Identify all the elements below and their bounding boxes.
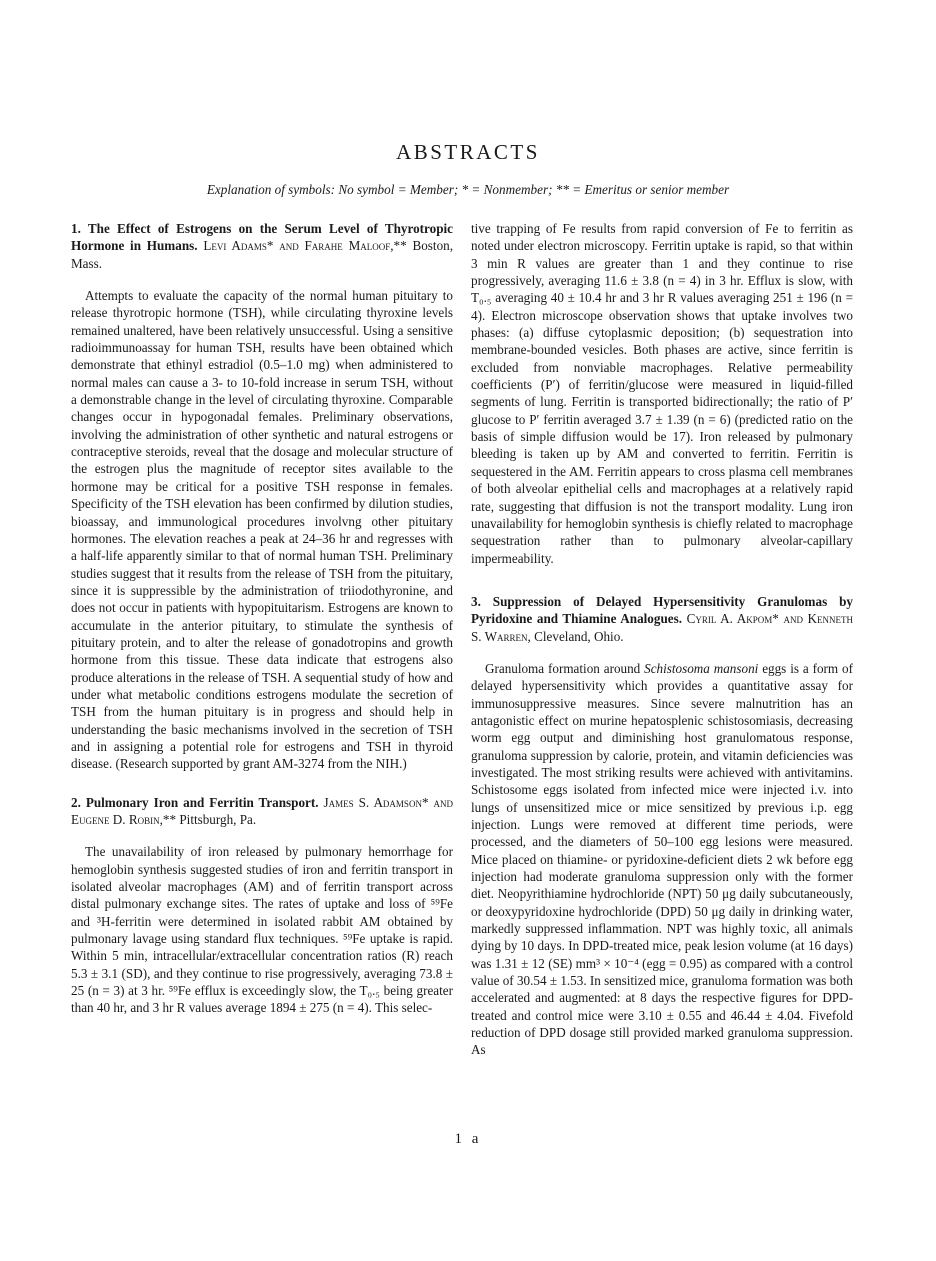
abstract-3-place: Cleveland, Ohio. bbox=[534, 628, 624, 644]
abstract-2-body-continued: tive trapping of Fe results from rapid conversion of Fe to ferritin as noted under electron microscopy. Ferritin uptake is rapid, so that within 3 min R values are greater than 1 and they continue to rise progressively, averaging 11.6 ± 3.8 (n = 4) in 3 hr. Efflux is slow, with T₀.₅ averaging 40 ± 10.4 hr and 3 hr R values averaging 251 ± 196 (n = 4). Electron microscope observation shows that uptake involves two phases: (a) diffuse cytoplasmic deposition; (b) sequestration into membrane-bounded vesicles. Both phases are active, since ferritin is excluded from nonviable macrophages. Relative permeability coefficients (P′) of ferritin/glucose were measured in liquid-filled segments of lung. Ferritin is transported bidirectionally; the ratio of P′ glucose to P′ ferritin averaged 3.7 ± 1.39 (n = 6) (predicted ratio on the basis of simple diffusion would be 17). Iron released by pulmonary bleeding is taken up by AM and converted to ferritin. Ferritin is sequestered in the AM. Ferritin appears to cross plasma cell membranes of both alveolar epithelial cells and macrophages at a relatively rapid rate, suggesting that diffusion is not the transport modality. Lung iron unavailability for hemoglobin synthesis is chiefly related to macrophage sequestration rather than to pulmonary alveolar-capillary impermeability. bbox=[471, 221, 853, 566]
left-column bbox=[71, 220, 453, 1017]
right-column bbox=[471, 220, 853, 1059]
abstract-1-authors: Levi Adams* and Farahe Maloof,** bbox=[203, 238, 407, 254]
abstract-3-heading bbox=[471, 593, 853, 645]
abstract-2-title: 2. Pulmonary Iron and Ferritin Transport. bbox=[71, 794, 319, 810]
abstract-1-heading bbox=[71, 220, 453, 272]
abstract-3-body bbox=[471, 660, 853, 1059]
abstract-3-body-rest: eggs is a form of delayed hypersensitivity which provides a quantitative assay for immunosuppressive measures. Since severe malnutrition has an antagonistic effect on murine hepatosplenic schistosomiasis, decreasing worm egg output and diminishing host granulomatous response, granuloma suppression by calorie, protein, and vitamin deficiencies was investigated. The most striking results were achieved with antivitamins. Schistosome eggs isolated from infected mice were injected i.v. into lungs of unsensitized mice or mice sensitized by previous i.p. egg injection. Lungs were removed at different time periods, were processed, and the diameters of 50–100 egg lesions were measured. Mice placed on thiamine- or pyridoxine-deficient diets 2 wk before egg injection had moderate granuloma suppression only with the former diet. Neopyrithiamine hydrochloride (NPT) 50 μg daily subcutaneously, or deoxypyridoxine hydrochloride (DPD) 50 μg daily in drinking water, markedly suppressed inflammation. NPT was highly toxic, all animals dying by 10 days. In DPD-treated mice, peak lesion volume (at 16 days) was 1.31 ± 12 (SE) mm³ × 10⁻⁴ (egg = 0.95) as compared with a control value of 30.54 ± 1.53. In sensitized mice, granuloma formation was both accelerated and augmented: at 8 days the respective figures for DPD-treated and control mice were 3.10 ± 0.55 and 46.44 ± 4.04. Fivefold reduction of DPD dosage still provided marked granuloma suppression. As bbox=[471, 660, 853, 1058]
abstract-1-title: 1. The Effect of Estrogens on the Serum Level of Thyrotropic Hormone in Humans. bbox=[71, 221, 453, 254]
abstract-2-heading bbox=[71, 794, 453, 829]
abstract-1-body: Attempts to evaluate the capacity of the normal human pituitary to release thyrotropic hormone (TSH), while circulating thyroxine levels remained unaltered, have been relatively unsuccessful. Using a sensitive radioimmunoassay for human TSH, results have been obtained which demonstrate that ethinyl estradiol (0.5–1.0 mg) when administered to normal males can cause a 3- to 10-fold increase in serum TSH, without a demonstrable change in the level of circulating thyroxine. Comparable changes occur in hypogonadal females. Preliminary observations, involving the administration of other synthetic and natural estrogens or contraceptive steroids, reveal that the dosage and molecular structure of the estrogen plus the magnitude of receptor sites available to the hormone may be critical for a positive TSH response in females. Specificity of the TSH elevation has been confirmed by dilution studies, bioassay, and immunological procedures involvng other pituitary hormones. The elevation reaches a peak at 24–36 hr and regresses with a half-life apparently similar to that of normal human TSH. Preliminary studies suggest that it results from the release of TSH from the pituitary, since it is suppressible by the administration of triiodothyronine, and does not occur in patients with hypopituitarism. Estrogens are known to accumulate in the anterior pituitary, to stimulate the synthesis of pituitary protein, and to alter the release of gonadotropins and growth hormone from this tissue. These data indicate that estrogens also produce alterations in the release of TSH. A sequential study of how and under what metabolic conditions estrogens modulate the secretion of TSH from the human pituitary is in progress and should help in understanding the basic mechanisms involved in the secretion of TSH and in assigning a potential role for estrogens and TSH in thyroid disease. (Research supported by grant AM-3274 from the NIH.) bbox=[71, 288, 453, 772]
abstract-2-authors: James S. Adamson* and Eugene D. Robin,** bbox=[71, 794, 453, 827]
abstract-1-place: Boston, Mass. bbox=[71, 238, 453, 271]
abstract-2-body: The unavailability of iron released by pulmonary hemorrhage for hemoglobin synthesis suggested studies of iron and ferritin transport in isolated alveolar macrophages (AM) and of ferritin transport across distal pulmonary exchange sites. The rates of uptake and loss of ⁵⁹Fe and ³H-ferritin were determined in isolated rabbit AM obtained by pulmonary lavage using standard flux techniques. ⁵⁹Fe uptake is rapid. Within 5 min, intracellular/extracellular concentration ratios (R) reach 5.3 ± 3.1 (SD), and they continue to rise progressively, averaging 73.8 ± 25 (n = 3) at 3 hr. ⁵⁹Fe efflux is exceedingly slow, the T₀.₅ being greater than 40 hr, and 3 hr R values average 1894 ± 275 (n = 4). This selec- bbox=[71, 844, 453, 1016]
page-number: 1 a bbox=[454, 1131, 482, 1147]
page-title: ABSTRACTS bbox=[396, 140, 540, 164]
abstract-2-place: Pittsburgh, Pa. bbox=[179, 812, 257, 827]
abstract-3-authors: Cyril A. Akpom* and Kenneth S. Warren, bbox=[471, 611, 853, 644]
abstract-3-body-start: Granuloma formation around bbox=[485, 660, 645, 676]
symbol-explanation: Explanation of symbols: No symbol = Member; * = Nonmember; ** = Emeritus or senior member bbox=[206, 182, 730, 197]
abstract-3-title: 3. Suppression of Delayed Hypersensitivity Granulomas by Pyridoxine and Thiamine Analogues. bbox=[471, 593, 853, 627]
species-name: Schistosoma mansoni bbox=[644, 660, 759, 676]
